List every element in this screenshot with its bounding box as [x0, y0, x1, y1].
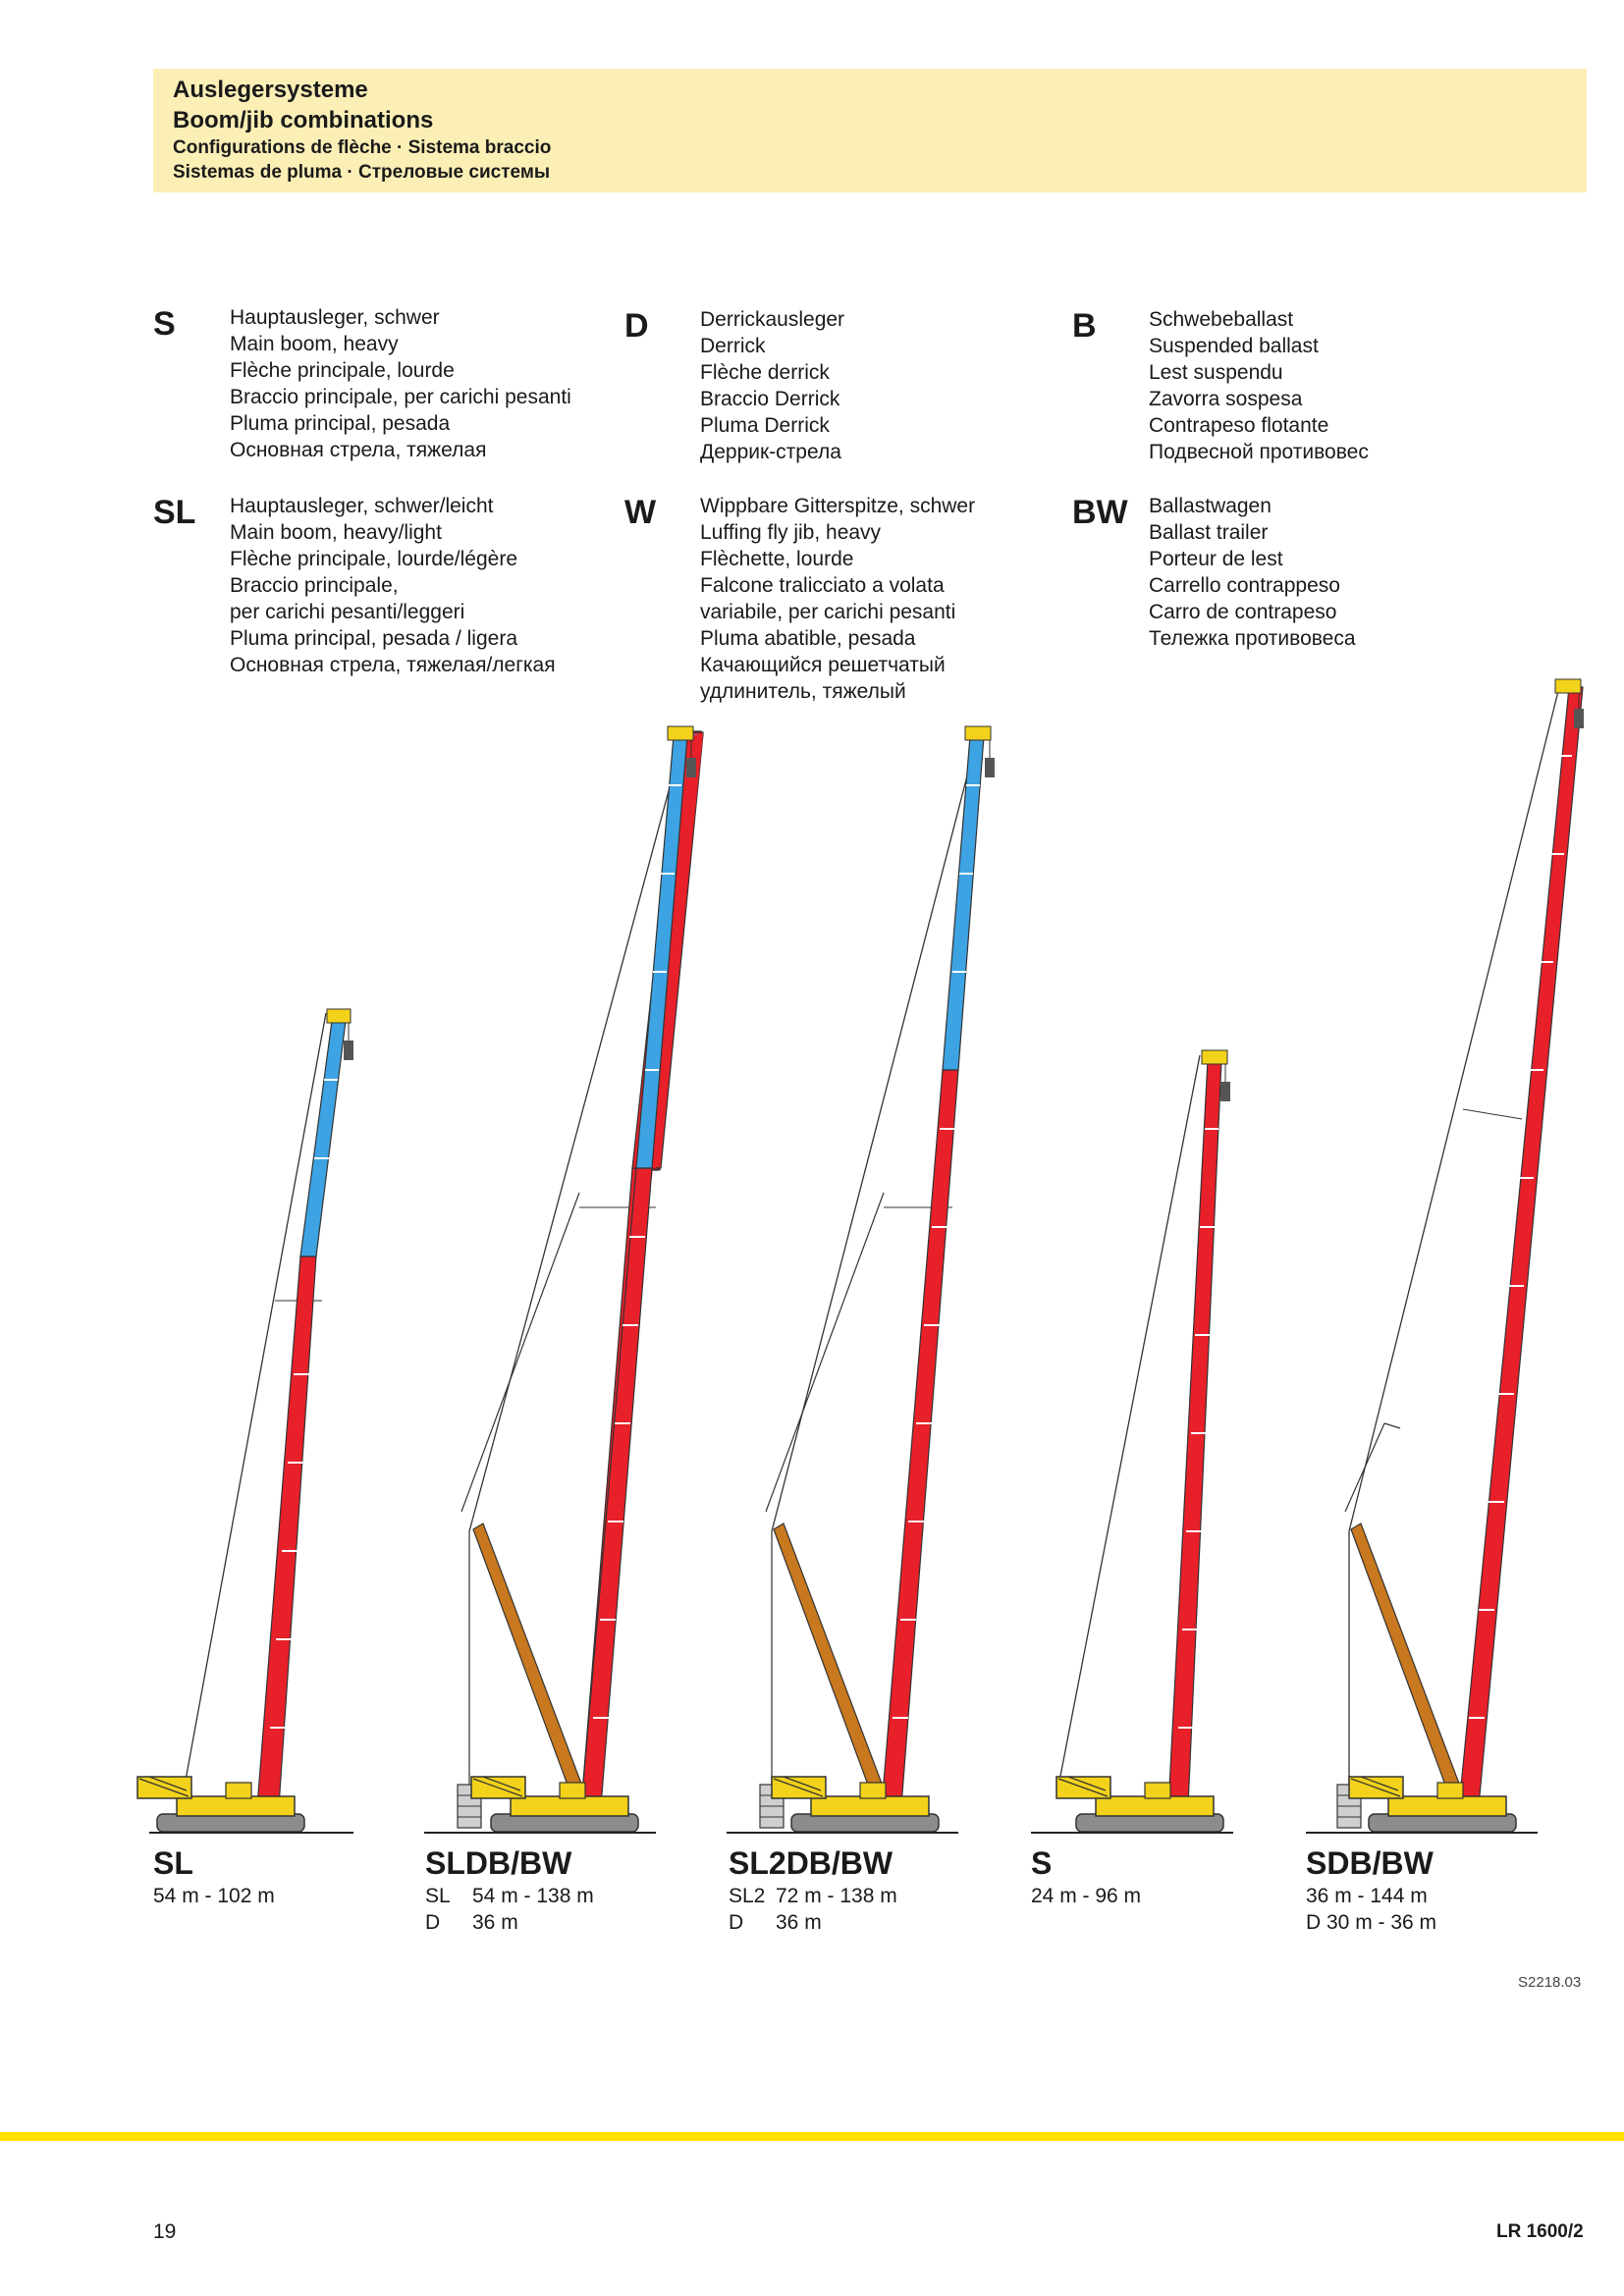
spec-value: 24 m - 96 m: [1031, 1885, 1142, 1907]
config-spec: [1306, 1909, 1436, 1936]
legend-code: BW: [1072, 494, 1128, 531]
config-spec: [425, 1883, 594, 1909]
legend-line: Ballastwagen: [1149, 495, 1272, 517]
legend-line: Pluma principal, pesada: [230, 412, 451, 435]
crane-sl2db-bw: [760, 726, 995, 1832]
legend-code: S: [153, 305, 176, 343]
legend-code: SL: [153, 494, 196, 531]
legend-code: D: [624, 307, 649, 345]
crane-sdb-bw: [1337, 679, 1584, 1832]
legend-line: Pluma principal, pesada / ligera: [230, 627, 517, 650]
footer-divider: [0, 2132, 1624, 2141]
config-sl2db-bw: [729, 1843, 897, 1936]
legend-line: Carro de contrapeso: [1149, 601, 1337, 623]
legend-line: Тележка противовеса: [1149, 627, 1356, 650]
legend-line: Pluma Derrick: [700, 414, 830, 437]
legend-line: Luffing fly jib, heavy: [700, 521, 882, 544]
config-code: SDB/BW: [1306, 1845, 1434, 1881]
legend-line: variabile, per carichi pesanti: [700, 601, 956, 623]
legend-line: Main boom, heavy/light: [230, 521, 442, 544]
legend-code: W: [624, 494, 657, 531]
header-title-en: Boom/jib combinations: [173, 107, 434, 133]
spec-value: 36 m: [776, 1911, 822, 1934]
legend-line: Wippbare Gitterspitze, schwer: [700, 495, 976, 517]
legend-line: Flèche principale, lourde/légère: [230, 548, 518, 570]
legend-line: Hauptausleger, schwer: [230, 306, 440, 329]
config-s: [1031, 1843, 1141, 1909]
config-sdb-bw: [1306, 1843, 1436, 1936]
legend-line: Braccio principale,: [230, 574, 399, 597]
legend-line: удлинитель, тяжелый: [700, 680, 906, 703]
ground-line: [727, 1832, 958, 1834]
config-code: S: [1031, 1845, 1053, 1881]
config-spec: [1031, 1883, 1141, 1909]
legend-line: Zavorra sospesa: [1149, 388, 1303, 410]
config-spec: [729, 1909, 897, 1936]
spec-key: SL2: [729, 1885, 766, 1907]
legend-line: Schwebeballast: [1149, 308, 1294, 331]
config-code: SL: [153, 1845, 193, 1881]
drawing-reference: S2218.03: [1518, 1974, 1582, 1991]
legend-line: Braccio principale, per carichi pesanti: [230, 386, 571, 408]
ground-line: [1306, 1832, 1538, 1834]
legend-line: Contrapeso flotante: [1149, 414, 1329, 437]
crane-sl: [137, 1009, 353, 1832]
config-spec: [729, 1883, 897, 1909]
spec-key: SL: [425, 1885, 451, 1907]
legend-line: Pluma abatible, pesada: [700, 627, 916, 650]
legend-line: Derrick: [700, 335, 766, 357]
ground-line: [424, 1832, 656, 1834]
config-spec: [425, 1909, 594, 1936]
legend-line: Carrello contrappeso: [1149, 574, 1340, 597]
legend-code: B: [1072, 307, 1097, 345]
spec-value: 54 m - 102 m: [153, 1885, 275, 1907]
spec-key: D: [729, 1911, 744, 1934]
spec-value: 36 m: [472, 1911, 518, 1934]
legend-line: Основная стрела, тяжелая/легкая: [230, 654, 556, 676]
spec-value: 54 m - 138 m: [472, 1885, 594, 1907]
legend-line: Подвесной противовес: [1149, 441, 1369, 463]
legend-line: Suspended ballast: [1149, 335, 1319, 357]
legend-line: Falcone tralicciato a volata: [700, 574, 945, 597]
ground-line: [149, 1832, 353, 1834]
legend-line: Деррик-стрела: [700, 441, 841, 463]
header-title-fr-it: Configurations de flèche · Sistema braccio: [173, 137, 552, 158]
legend-line: Hauptausleger, schwer/leicht: [230, 495, 494, 517]
legend-line: Derrickausleger: [700, 308, 845, 331]
legend-line: per carichi pesanti/leggeri: [230, 601, 465, 623]
legend-line: Flèche principale, lourde: [230, 359, 455, 382]
legend-line: Качающийся решетчатый: [700, 654, 946, 676]
page-number: 19: [153, 2220, 177, 2243]
spec-value: D 30 m - 36 m: [1306, 1911, 1437, 1934]
spec-value: 36 m - 144 m: [1306, 1885, 1428, 1907]
spec-key: D: [425, 1911, 441, 1934]
legend-line: Porteur de lest: [1149, 548, 1283, 570]
ground-line: [1031, 1832, 1233, 1834]
legend-line: Ballast trailer: [1149, 521, 1269, 544]
legend-line: Main boom, heavy: [230, 333, 399, 355]
config-spec: [153, 1883, 275, 1909]
spec-value: 72 m - 138 m: [776, 1885, 897, 1907]
legend-line: Braccio Derrick: [700, 388, 840, 410]
config-spec: [1306, 1883, 1436, 1909]
legend-line: Основная стрела, тяжелая: [230, 439, 487, 461]
config-sl: [153, 1843, 275, 1909]
crane-sldb-bw-boom: [471, 726, 699, 1832]
config-code: SL2DB/BW: [729, 1845, 893, 1881]
legend-line: Flèche derrick: [700, 361, 830, 384]
crane-s: [1056, 1050, 1230, 1832]
header-title-de: Auslegersysteme: [173, 77, 368, 103]
config-sldb-bw: [425, 1843, 594, 1936]
legend-line: Lest suspendu: [1149, 361, 1283, 384]
model-name: LR 1600/2: [1496, 2221, 1584, 2242]
legend-line: Flèchette, lourde: [700, 548, 854, 570]
header-title-es-ru: Sistemas de pluma · Стреловые системы: [173, 162, 551, 183]
config-code: SLDB/BW: [425, 1845, 572, 1881]
